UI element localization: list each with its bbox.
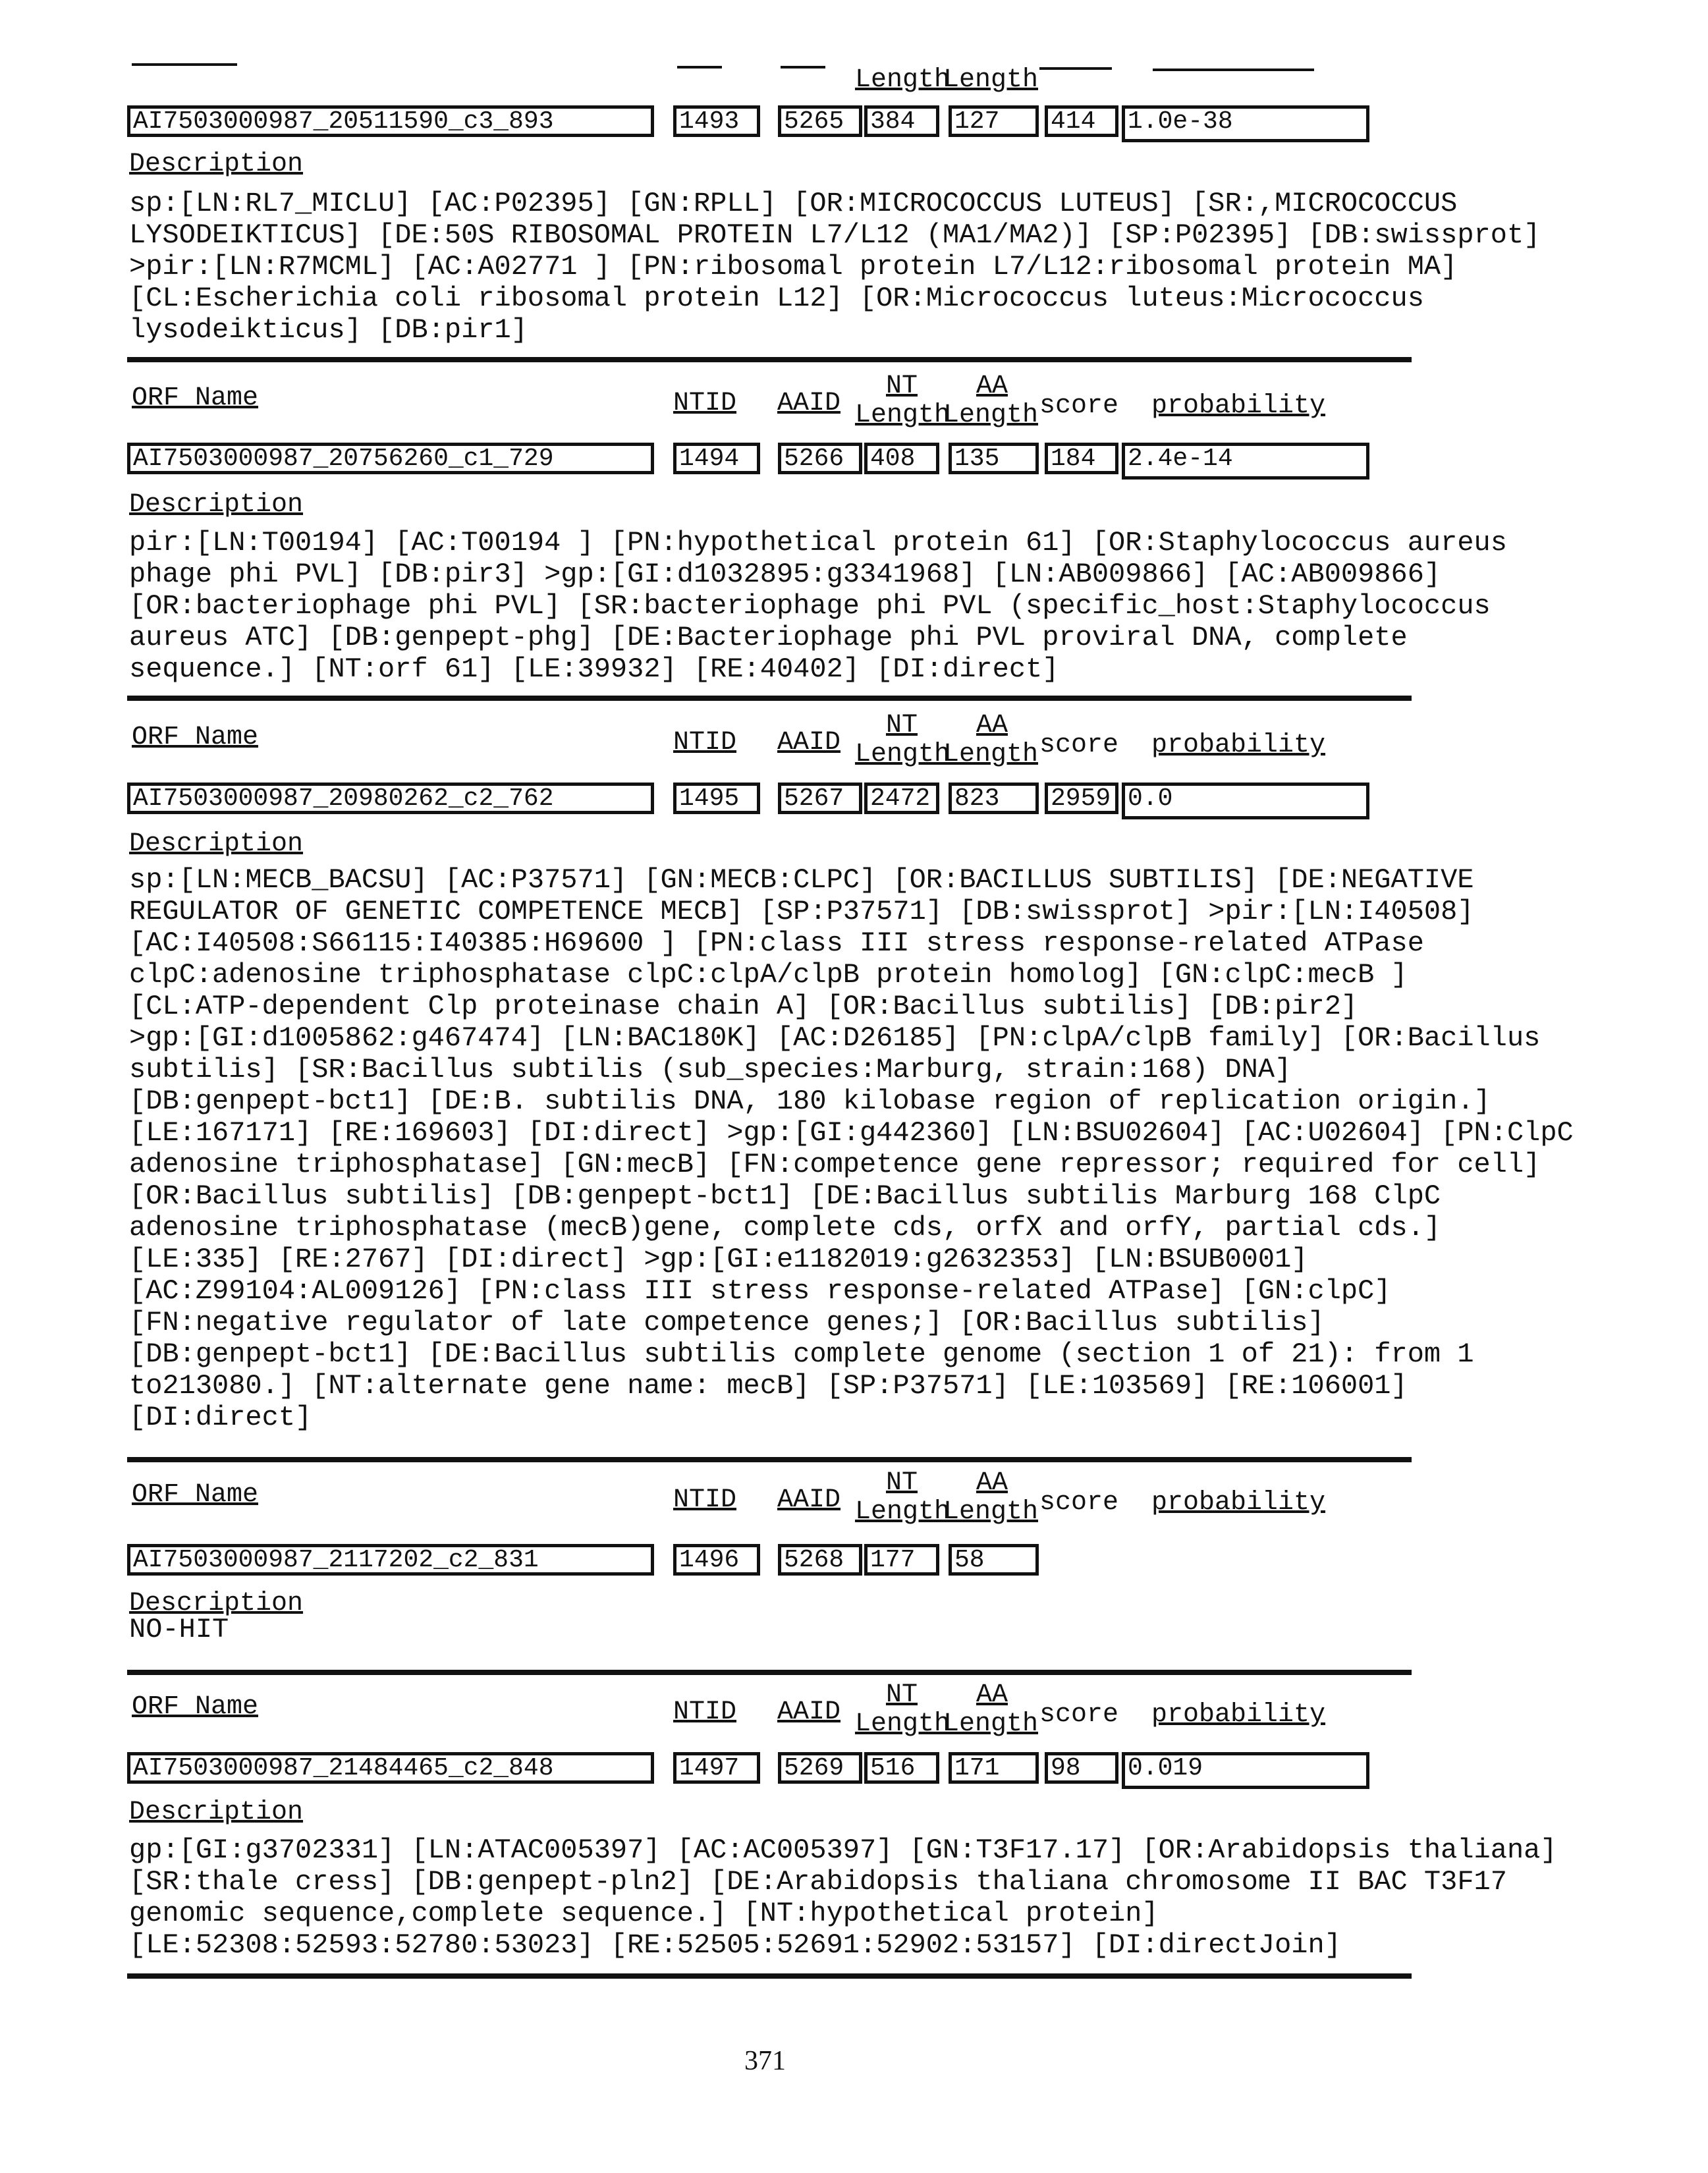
header-nt: NT <box>886 711 918 740</box>
description-label: Description <box>129 150 303 179</box>
header-score: score <box>1039 392 1118 421</box>
description-line: phage phi PVL] [DB:pir3] >gp:[GI:d1032895:g3341968] [LN:AB009866] [AC:AB009866] <box>129 559 1441 590</box>
field-nt-length: 177 <box>864 1544 939 1576</box>
header-ntid: NTID <box>673 729 736 757</box>
header-aaid: AAID <box>777 389 840 418</box>
field-probability: 1.0e-38 <box>1122 105 1369 142</box>
description-line: sp:[LN:RL7_MICLU] [AC:P02395] [GN:RPLL] [OR:MICROCOCCUS LUTEUS] [SR:,MICROCOCCUS <box>129 188 1457 219</box>
header-underline-probability <box>1153 69 1314 71</box>
header-aa-length: Length <box>943 740 1038 769</box>
description-label: Description <box>129 1589 303 1618</box>
header-nt: NT <box>886 372 918 401</box>
section-divider <box>127 1973 1412 1979</box>
field-aaid: 5269 <box>778 1752 862 1784</box>
header-aaid: AAID <box>777 1698 840 1727</box>
description-line: adenosine triphosphatase] [GN:mecB] [FN:competence gene repressor; required for cell] <box>129 1149 1540 1180</box>
description-line: subtilis] [SR:Bacillus subtilis (sub_species:Marburg, strain:168) DNA] <box>129 1054 1291 1086</box>
description-line: sequence.] [NT:orf 61] [LE:39932] [RE:40402] [DI:direct] <box>129 653 1059 685</box>
header-aa: AA <box>976 1469 1008 1498</box>
field-ntid: 1493 <box>673 105 760 137</box>
header-underline-ntid <box>677 66 722 69</box>
description-line: NO-HIT <box>129 1614 229 1645</box>
header-aa-length: Length <box>943 1710 1038 1739</box>
field-aa-length: 127 <box>949 105 1039 137</box>
description-line: lysodeikticus] [DB:pir1] <box>129 314 528 346</box>
page-number: 371 <box>744 2045 786 2077</box>
header-aa: AA <box>976 711 1008 740</box>
field-ntid: 1494 <box>673 443 760 474</box>
description-line: [LE:167171] [RE:169603] [DI:direct] >gp:[GI:g442360] [LN:BSU02604] [AC:U02604] [PN:ClpC <box>129 1117 1574 1149</box>
description-line: [AC:Z99104:AL009126] [PN:class III stress response-related ATPase] [GN:clpC] <box>129 1275 1391 1307</box>
header-score: score <box>1039 1489 1118 1518</box>
header-aa: AA <box>976 372 1008 401</box>
field-score: 98 <box>1045 1752 1118 1784</box>
field-orf: AI7503000987_20511590_c3_893 <box>127 105 654 137</box>
header-aa-length: Length <box>943 1498 1038 1527</box>
field-ntid: 1497 <box>673 1752 760 1784</box>
description-line: [LE:52308:52593:52780:53023] [RE:52505:52691:52902:53157] [DI:directJoin] <box>129 1929 1341 1961</box>
header-ntid: NTID <box>673 1698 736 1727</box>
description-line: [DB:genpept-bct1] [DE:Bacillus subtilis complete genome (section 1 of 21): from 1 <box>129 1338 1474 1370</box>
header-underline-aaid <box>781 66 825 69</box>
header-orf-name: ORF Name <box>132 1481 258 1510</box>
field-nt-length: 516 <box>864 1752 939 1784</box>
description-line: clpC:adenosine triphosphatase clpC:clpA/clpB protein homolog] [GN:clpC:mecB ] <box>129 959 1408 991</box>
header-probability: probability <box>1151 1701 1325 1730</box>
description-line: >gp:[GI:d1005862:g467474] [LN:BAC180K] [AC:D26185] [PN:clpA/clpB family] [OR:Bacillus <box>129 1022 1540 1054</box>
header-underline-orf <box>132 63 237 66</box>
field-probability: 0.019 <box>1122 1752 1369 1789</box>
description-line: [DI:direct] <box>129 1402 312 1433</box>
header-score: score <box>1039 731 1118 760</box>
field-aa-length: 823 <box>949 783 1039 814</box>
header-probability: probability <box>1151 731 1325 760</box>
description-line: [LE:335] [RE:2767] [DI:direct] >gp:[GI:e1182019:g2632353] [LN:BSUB0001] <box>129 1244 1308 1275</box>
header-aa-length: Length <box>943 66 1038 95</box>
header-nt-length: Length <box>855 740 950 769</box>
field-orf: AI7503000987_2117202_c2_831 <box>127 1544 654 1576</box>
description-line: [OR:Bacillus subtilis] [DB:genpept-bct1] [DE:Bacillus subtilis Marburg 168 ClpC <box>129 1180 1441 1212</box>
field-orf: AI7503000987_20756260_c1_729 <box>127 443 654 474</box>
section-divider <box>127 1670 1412 1675</box>
description-line: gp:[GI:g3702331] [LN:ATAC005397] [AC:AC005397] [GN:T3F17.17] [OR:Arabidopsis thaliana] <box>129 1834 1557 1866</box>
field-nt-length: 384 <box>864 105 939 137</box>
field-aaid: 5267 <box>778 783 862 814</box>
description-label: Description <box>129 491 303 520</box>
header-nt: NT <box>886 1469 918 1498</box>
header-nt-length: Length <box>855 66 950 95</box>
field-aa-length: 171 <box>949 1752 1039 1784</box>
description-line: [OR:bacteriophage phi PVL] [SR:bacteriophage phi PVL (specific_host:Staphylococcus <box>129 590 1491 622</box>
section-divider <box>127 1457 1412 1462</box>
field-nt-length: 2472 <box>864 783 939 814</box>
header-nt: NT <box>886 1681 918 1710</box>
header-nt-length: Length <box>855 1710 950 1739</box>
header-aaid: AAID <box>777 1486 840 1515</box>
description-line: [AC:I40508:S66115:I40385:H69600 ] [PN:class III stress response-related ATPase <box>129 927 1424 959</box>
header-ntid: NTID <box>673 1486 736 1515</box>
description-line: pir:[LN:T00194] [AC:T00194 ] [PN:hypothetical protein 61] [OR:Staphylococcus aureus <box>129 527 1507 559</box>
header-aa-length: Length <box>943 401 1038 430</box>
field-nt-length: 408 <box>864 443 939 474</box>
header-probability: probability <box>1151 392 1325 421</box>
description-line: aureus ATC] [DB:genpept-phg] [DE:Bacteriophage phi PVL proviral DNA, complete <box>129 622 1408 653</box>
field-aa-length: 58 <box>949 1544 1039 1576</box>
field-orf: AI7503000987_21484465_c2_848 <box>127 1752 654 1784</box>
description-label: Description <box>129 830 303 859</box>
header-orf-name: ORF Name <box>132 384 258 413</box>
header-underline-score <box>1039 67 1112 70</box>
field-score: 414 <box>1045 105 1118 137</box>
field-ntid: 1495 <box>673 783 760 814</box>
description-line: to213080.] [NT:alternate gene name: mecB] [SP:P37571] [LE:103569] [RE:106001] <box>129 1370 1408 1402</box>
description-label: Description <box>129 1798 303 1827</box>
description-line: [CL:ATP-dependent Clp proteinase chain A] [OR:Bacillus subtilis] [DB:pir2] <box>129 991 1358 1022</box>
header-score: score <box>1039 1701 1118 1730</box>
field-probability: 0.0 <box>1122 783 1369 819</box>
description-line: LYSODEIKTICUS] [DE:50S RIBOSOMAL PROTEIN L7/L12 (MA1/MA2)] [SP:P02395] [DB:swissprot] <box>129 219 1540 251</box>
field-score: 184 <box>1045 443 1118 474</box>
section-divider <box>127 696 1412 701</box>
description-line: >pir:[LN:R7MCML] [AC:A02771 ] [PN:ribosomal protein L7/L12:ribosomal protein MA] <box>129 251 1457 283</box>
description-line: adenosine triphosphatase (mecB)gene, complete cds, orfX and orfY, partial cds.] <box>129 1212 1441 1244</box>
header-aaid: AAID <box>777 729 840 757</box>
header-orf-name: ORF Name <box>132 1693 258 1722</box>
field-orf: AI7503000987_20980262_c2_762 <box>127 783 654 814</box>
header-nt-length: Length <box>855 1498 950 1527</box>
header-nt-length: Length <box>855 401 950 430</box>
header-ntid: NTID <box>673 389 736 418</box>
description-line: [FN:negative regulator of late competence genes;] [OR:Bacillus subtilis] <box>129 1307 1325 1338</box>
description-line: sp:[LN:MECB_BACSU] [AC:P37571] [GN:MECB:CLPC] [OR:BACILLUS SUBTILIS] [DE:NEGATIVE <box>129 864 1474 896</box>
field-probability: 2.4e-14 <box>1122 443 1369 480</box>
field-aaid: 5266 <box>778 443 862 474</box>
description-line: genomic sequence,complete sequence.] [NT:hypothetical protein] <box>129 1898 1159 1929</box>
field-aaid: 5268 <box>778 1544 862 1576</box>
description-line: [CL:Escherichia coli ribosomal protein L12] [OR:Micrococcus luteus:Micrococcus <box>129 283 1424 314</box>
description-line: REGULATOR OF GENETIC COMPETENCE MECB] [SP:P37571] [DB:swissprot] >pir:[LN:I40508] <box>129 896 1474 927</box>
field-aa-length: 135 <box>949 443 1039 474</box>
field-score: 2959 <box>1045 783 1118 814</box>
section-divider <box>127 357 1412 362</box>
description-line: [SR:thale cress] [DB:genpept-pln2] [DE:Arabidopsis thaliana chromosome II BAC T3F17 <box>129 1866 1507 1898</box>
field-aaid: 5265 <box>778 105 862 137</box>
header-probability: probability <box>1151 1489 1325 1518</box>
header-aa: AA <box>976 1681 1008 1710</box>
field-ntid: 1496 <box>673 1544 760 1576</box>
description-line: [DB:genpept-bct1] [DE:B. subtilis DNA, 180 kilobase region of replication origin.] <box>129 1086 1491 1117</box>
header-orf-name: ORF Name <box>132 723 258 752</box>
